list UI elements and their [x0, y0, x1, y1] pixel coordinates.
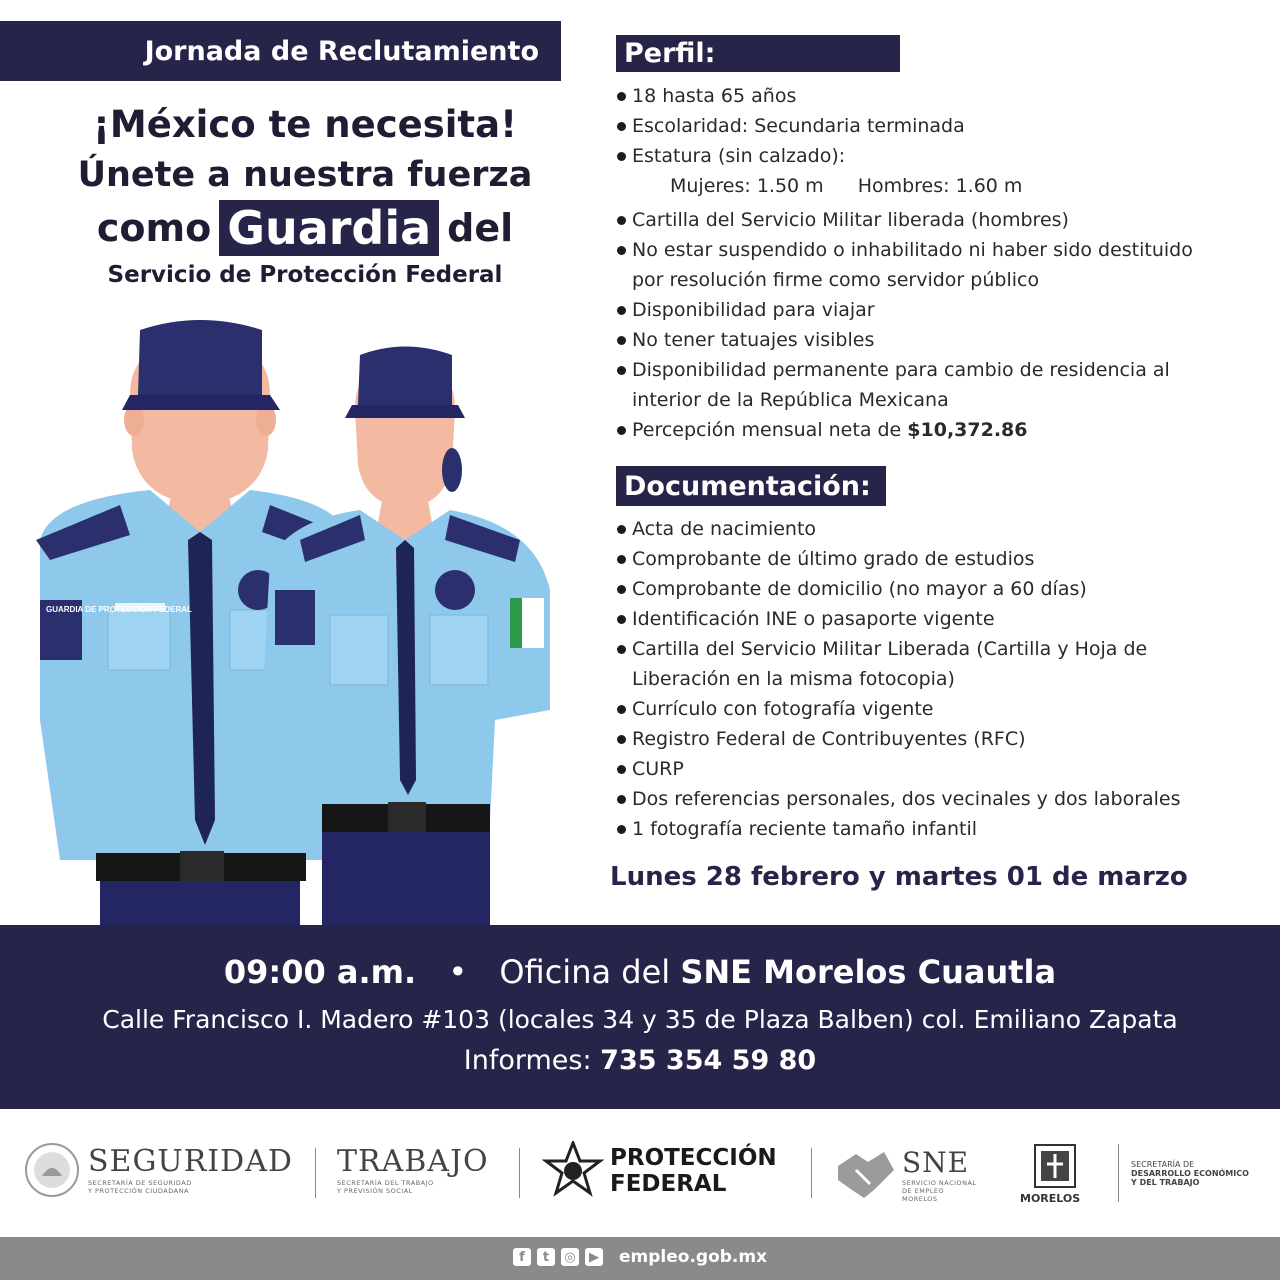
list-item: Cartilla del Servicio Militar liberada (hombres) [616, 205, 1236, 235]
list-item: No estar suspendido o inhabilitado ni haber sido destituido [616, 235, 1236, 265]
sne-text: SNE [902, 1146, 970, 1179]
sde-line1: SECRETARÍA DE [1131, 1160, 1195, 1169]
guardia-highlight: Guardia [219, 200, 439, 256]
list-item: Acta de nacimiento [616, 514, 1236, 544]
trabajo-text: TRABAJO [337, 1144, 489, 1179]
event-dates: Lunes 28 febrero y martes 01 de marzo [610, 862, 1188, 892]
recruitment-banner [0, 21, 561, 81]
perfil-heading [616, 35, 900, 72]
list-item: Escolaridad: Secundaria terminada [616, 111, 1236, 141]
separator-dot: • [448, 953, 468, 991]
seguridad-sub1: SECRETARÍA DE SEGURIDAD [88, 1179, 192, 1187]
star-badge-icon [542, 1141, 604, 1203]
morelos-text: MORELOS [1020, 1192, 1081, 1205]
list-item-cont: interior de la República Mexicana [632, 389, 949, 411]
event-address: Calle Francisco I. Madero #103 (locales 34 y 35 de Plaza Balben) col. Emiliano Zapata [102, 1005, 1178, 1034]
logo-divider [1118, 1144, 1119, 1202]
facebook-icon[interactable]: f [513, 1248, 531, 1266]
height-men: Hombres: 1.60 m [857, 175, 1023, 197]
list-item: Identificación INE o pasaporte vigente [616, 604, 1236, 634]
logo-divider [519, 1148, 520, 1198]
phone-number: 735 354 59 80 [600, 1045, 817, 1076]
sde-logo [1131, 1160, 1249, 1187]
headline-3-post: del [447, 206, 514, 250]
list-item-cont: Liberación en la misma fotocopia) [632, 668, 955, 690]
list-item: CURP [616, 754, 1236, 784]
list-item: Cartilla del Servicio Militar Liberada (Cartilla y Hoja de [616, 634, 1236, 664]
documentacion-title: Documentación: [624, 470, 871, 502]
headline-4: Servicio de Protección Federal [107, 262, 503, 288]
documentacion-heading [616, 466, 886, 506]
website-link[interactable]: empleo.gob.mx [619, 1247, 768, 1267]
list-item: Disponibilidad para viajar [616, 295, 1236, 325]
headline-3 [50, 200, 560, 256]
office-name: SNE Morelos Cuautla [680, 953, 1057, 991]
proteccion-text: PROTECCIÓN [610, 1145, 777, 1171]
office-label: Oficina del [499, 953, 671, 991]
perfil-list [616, 81, 1236, 445]
salary-value: $10,372.86 [907, 419, 1028, 441]
list-item: 18 hasta 65 años [616, 81, 1236, 111]
list-item: Comprobante de domicilio (no mayor a 60 días) [616, 574, 1236, 604]
sleeve-patch-text: GUARDIA DE PROTECCIÓN FEDERAL [46, 605, 192, 614]
sne-sub3: MORELOS [902, 1195, 938, 1203]
documentacion-list [616, 514, 1236, 844]
instagram-icon[interactable]: ◎ [561, 1248, 579, 1266]
morelos-shield-icon [1032, 1142, 1078, 1190]
logo-divider [315, 1148, 316, 1198]
sne-sub1: SERVICIO NACIONAL [902, 1179, 977, 1187]
salary-item: Percepción mensual neta de $10,372.86 [616, 415, 1236, 445]
trabajo-sub1: SECRETARÍA DEL TRABAJO [337, 1179, 434, 1187]
height-women: Mujeres: 1.50 m [670, 175, 824, 197]
event-time-office [0, 953, 1280, 991]
seguridad-sub2: Y PROTECCIÓN CIUDADANA [88, 1187, 189, 1195]
info-label: Informes: [463, 1045, 592, 1076]
event-time: 09:00 a.m. [223, 953, 417, 991]
handshake-icon [834, 1146, 896, 1204]
list-item-cont: por resolución firme como servidor público [632, 269, 1040, 291]
event-info-band [0, 925, 1280, 1109]
headline-2: Únete a nuestra fuerza [77, 155, 533, 195]
list-item: Currículo con fotografía vigente [616, 694, 1236, 724]
guards-illustration [0, 300, 600, 925]
list-item: Estatura (sin calzado): [616, 141, 1236, 171]
sde-line3: Y DEL TRABAJO [1131, 1178, 1200, 1187]
list-item: Dos referencias personales, dos vecinales y dos laborales [616, 784, 1236, 814]
headline-1: ¡México te necesita! [93, 103, 517, 146]
youtube-icon[interactable]: ▶ [585, 1248, 603, 1266]
seguridad-text: SEGURIDAD [88, 1144, 293, 1179]
list-item: Registro Federal de Contribuyentes (RFC) [616, 724, 1236, 754]
headline-3-pre: como [96, 206, 212, 250]
twitter-icon[interactable]: t [537, 1248, 555, 1266]
trabajo-logo [337, 1144, 489, 1195]
logo-divider [811, 1148, 812, 1198]
trabajo-sub2: Y PREVISIÓN SOCIAL [337, 1187, 413, 1195]
banner-title: Jornada de Reclutamiento [144, 35, 539, 67]
list-item: 1 fotografía reciente tamaño infantil [616, 814, 1236, 844]
perfil-title: Perfil: [624, 38, 716, 69]
sne-sub2: DE EMPLEO [902, 1187, 945, 1195]
list-item: Comprobante de último grado de estudios [616, 544, 1236, 574]
footer-bar [0, 1237, 1280, 1280]
event-phone [0, 1045, 1280, 1076]
federal-text: FEDERAL [610, 1171, 727, 1197]
list-item: No tener tatuajes visibles [616, 325, 1236, 355]
list-item: Disponibilidad permanente para cambio de residencia al [616, 355, 1236, 385]
mexico-seal-icon [24, 1142, 80, 1198]
sde-line2: DESARROLLO ECONÓMICO [1131, 1169, 1249, 1178]
height-requirements [616, 171, 1236, 201]
